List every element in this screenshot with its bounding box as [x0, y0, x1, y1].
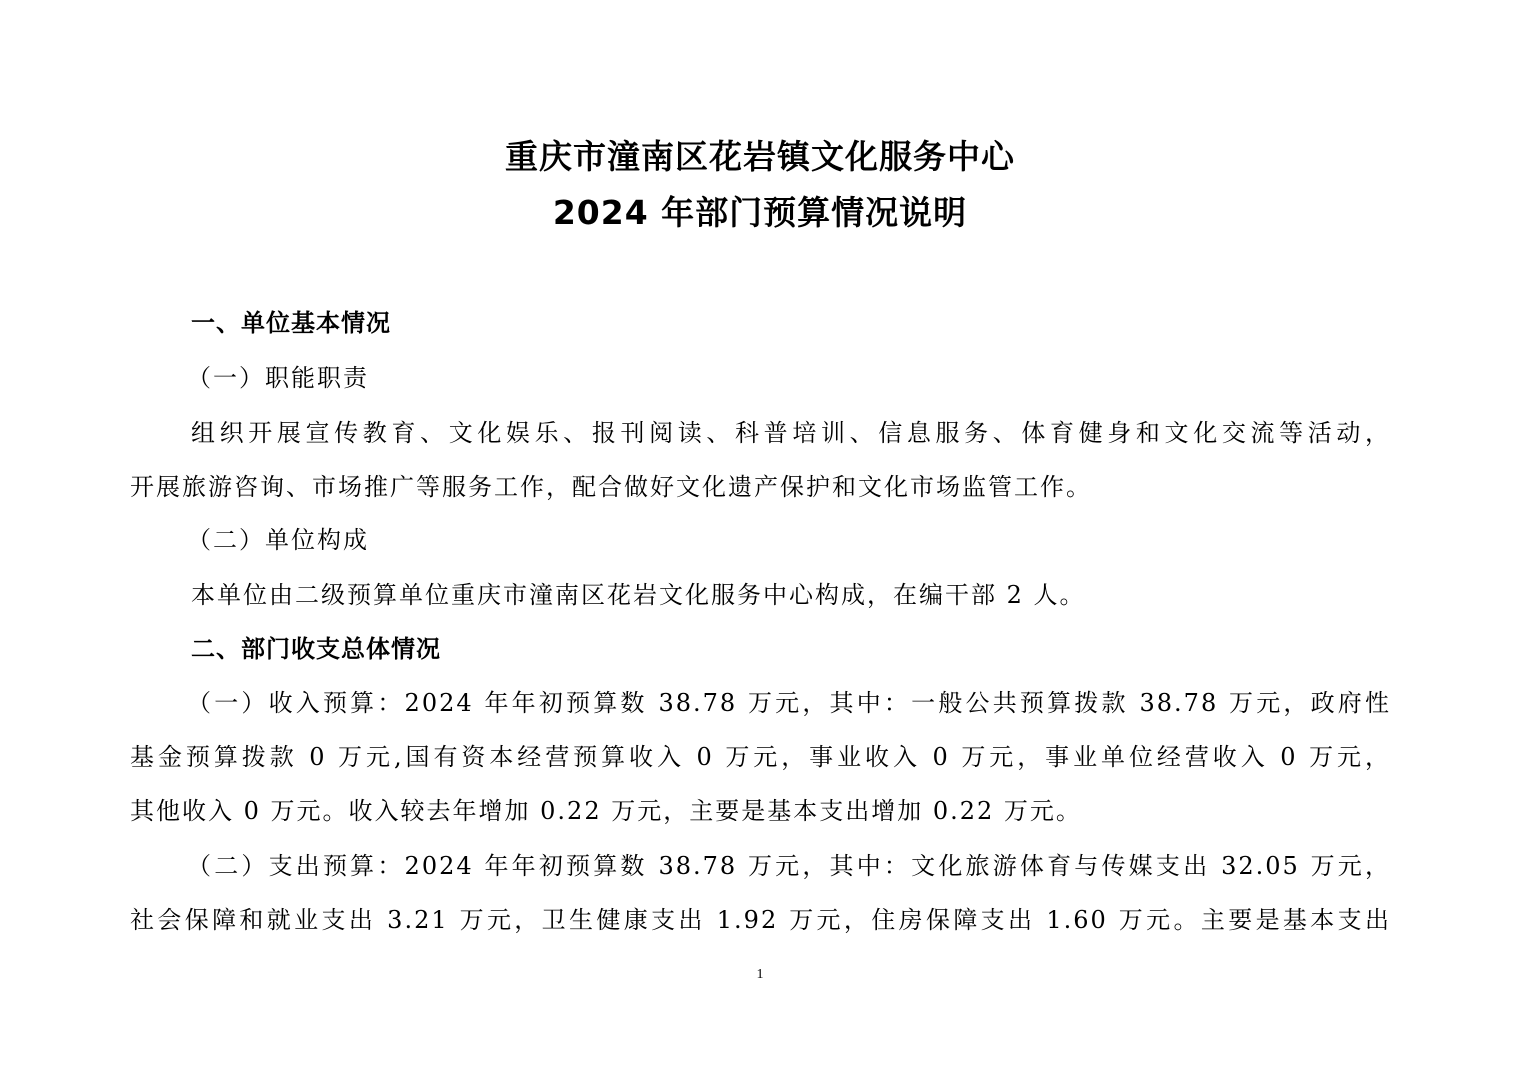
expense-line-1-text: ：2024 年年初预算数 38.78 万元，其中：文化旅游体育与传媒支出 32.05 万元，	[377, 852, 1391, 880]
income-paragraph-line-2: 基金预算拨款 0 万元,国有资本经营预算收入 0 万元，事业收入 0 万元，事业单位经营收入 0 万元，	[130, 743, 1391, 771]
income-paragraph-line-3: 其他收入 0 万元。收入较去年增加 0.22 万元，主要是基本支出增加 0.22 万元。	[130, 797, 1082, 825]
duties-paragraph-line-2: 开展旅游咨询、市场推广等服务工作，配合做好文化遗产保护和文化市场监管工作。	[130, 473, 1092, 501]
section-2-heading: 二、部门收支总体情况	[191, 635, 441, 663]
section-1-sub-1-heading: （一）职能职责	[187, 364, 369, 392]
duties-paragraph-line-1: 组织开展宣传教育、文化娱乐、报刊阅读、科普培训、信息服务、体育健身和文化交流等活动，	[191, 419, 1391, 447]
expense-lead: （二）支出预算	[187, 852, 378, 880]
document-title-line-2: 2024 年部门预算情况说明	[552, 193, 968, 232]
expense-paragraph-line-2: 社会保障和就业支出 3.21 万元，卫生健康支出 1.92 万元，住房保障支出 1.60 万元。主要是基本支出	[130, 906, 1391, 934]
composition-paragraph-line-1: 本单位由二级预算单位重庆市潼南区花岩文化服务中心构成，在编干部 2 人。	[191, 581, 1086, 609]
section-1-sub-2-heading: （二）单位构成	[187, 526, 369, 554]
income-paragraph-line-1	[187, 687, 1391, 719]
document-title-line-1: 重庆市潼南区花岩镇文化服务中心	[505, 137, 1015, 176]
expense-paragraph-line-1	[187, 850, 1391, 882]
page-number: 1	[756, 967, 764, 982]
section-1-heading: 一、单位基本情况	[191, 309, 391, 337]
income-lead: （一）收入预算	[187, 689, 378, 717]
income-line-1-text: ：2024 年年初预算数 38.78 万元，其中：一般公共预算拨款 38.78 万元，政府性	[377, 689, 1391, 717]
